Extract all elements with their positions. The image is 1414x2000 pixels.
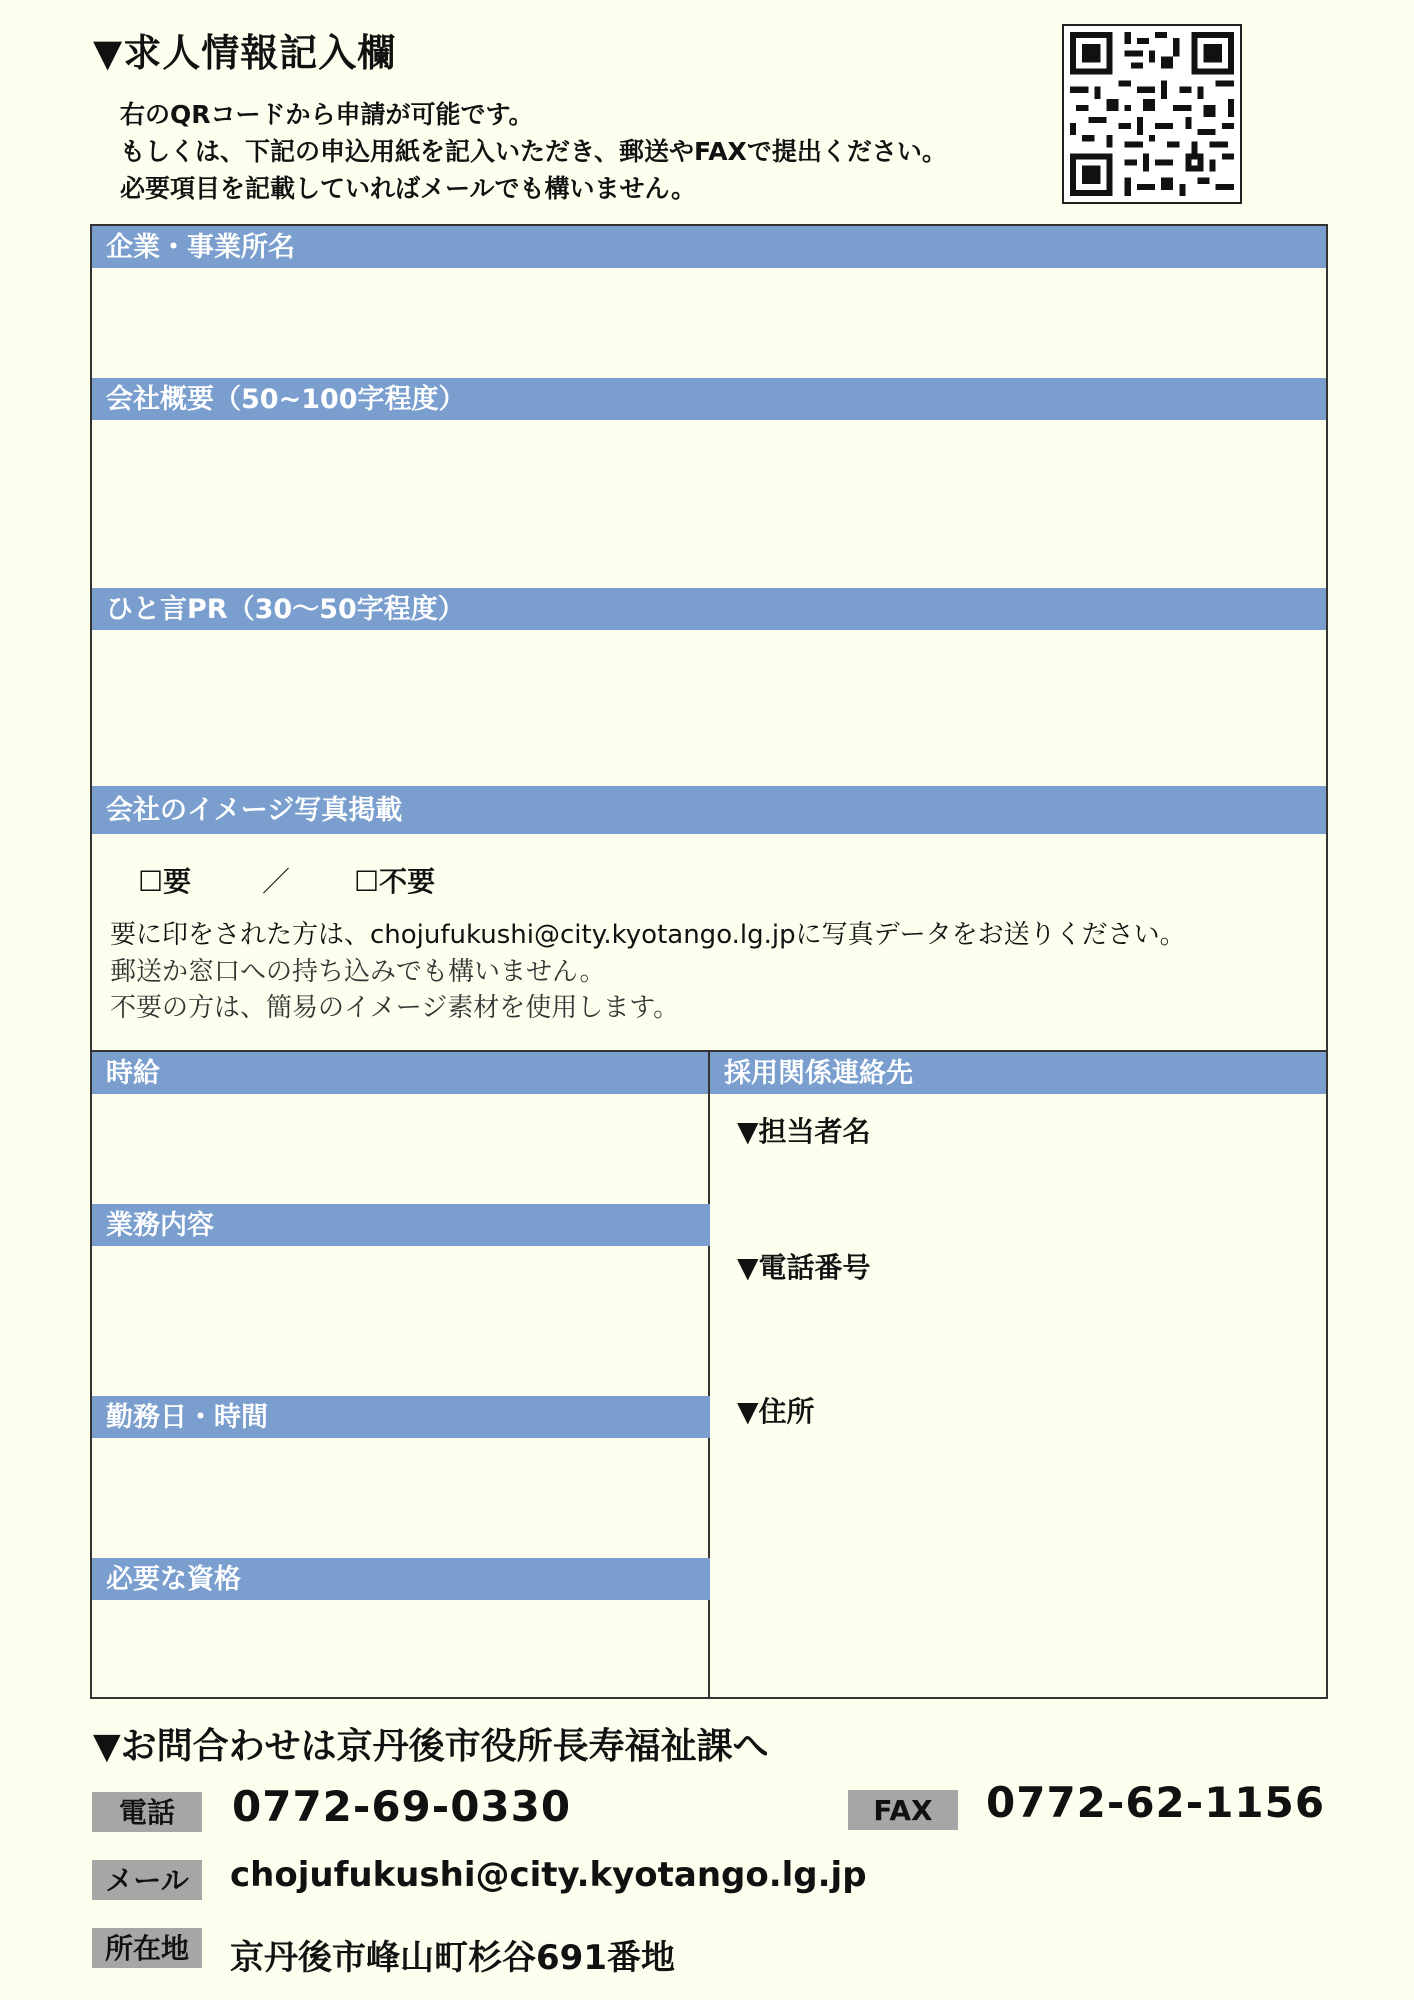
contact-phone-label: ▼電話番号 bbox=[737, 1251, 871, 1284]
inquiry-heading: ▼お問合わせは京丹後市役所長寿福祉課へ bbox=[93, 1726, 769, 1767]
qr-code-icon[interactable] bbox=[1062, 24, 1242, 204]
intro-line-3: 必要項目を記載していればメールでも構いません。 bbox=[120, 174, 697, 203]
section-contact: 採用関係連絡先 bbox=[710, 1052, 1326, 1094]
tel-label: 電話 bbox=[92, 1792, 202, 1832]
photo-note-1: 要に印をされた方は、chojufukushi@city.kyotango.lg.jpに写真データをお送りください。 bbox=[110, 920, 1186, 950]
contact-phone-field[interactable] bbox=[737, 1286, 1307, 1382]
pr-field[interactable] bbox=[92, 630, 1326, 785]
wage-field[interactable] bbox=[92, 1094, 708, 1204]
section-qualifications: 必要な資格 bbox=[92, 1558, 710, 1600]
fax-label: FAX bbox=[848, 1790, 958, 1830]
contact-person-field[interactable] bbox=[737, 1150, 1307, 1240]
section-photo: 会社のイメージ写真掲載 bbox=[92, 786, 1326, 834]
intro-line-2: もしくは、下記の申込用紙を記入いただき、郵送やFAXで提出ください。 bbox=[120, 137, 947, 166]
duties-field[interactable] bbox=[92, 1246, 708, 1396]
column-divider bbox=[708, 1051, 710, 1697]
intro-line-1: 右のQRコードから申請が可能です。 bbox=[120, 100, 534, 129]
schedule-field[interactable] bbox=[92, 1438, 708, 1558]
photo-note-2: 郵送か窓口への持ち込みでも構いません。 bbox=[110, 957, 606, 987]
office-address: 京丹後市峰山町杉谷691番地 bbox=[230, 1938, 675, 1978]
section-duties: 業務内容 bbox=[92, 1204, 710, 1246]
contact-address-label: ▼住所 bbox=[737, 1395, 815, 1428]
section-company-name: 企業・事業所名 bbox=[92, 226, 1326, 268]
mail-address[interactable]: chojufukushi@city.kyotango.lg.jp bbox=[230, 1855, 867, 1895]
section-schedule: 勤務日・時間 bbox=[92, 1396, 710, 1438]
photo-option-yes[interactable]: ☐要 bbox=[138, 865, 192, 898]
mail-label: メール bbox=[92, 1860, 202, 1900]
overview-field[interactable] bbox=[92, 420, 1326, 588]
tel-number[interactable]: 0772-69-0330 bbox=[232, 1782, 572, 1831]
option-separator: ／ bbox=[262, 865, 291, 898]
section-wage: 時給 bbox=[92, 1052, 708, 1094]
contact-address-field[interactable] bbox=[737, 1430, 1307, 1680]
fax-number[interactable]: 0772-62-1156 bbox=[986, 1778, 1326, 1827]
section-overview: 会社概要（50~100字程度） bbox=[92, 378, 1326, 420]
address-label: 所在地 bbox=[92, 1928, 202, 1968]
contact-person-label: ▼担当者名 bbox=[737, 1115, 871, 1148]
section-pr: ひと言PR（30～50字程度） bbox=[92, 588, 1326, 630]
photo-option-no[interactable]: ☐不要 bbox=[354, 865, 436, 898]
photo-note-3: 不要の方は、簡易のイメージ素材を使用します。 bbox=[110, 993, 680, 1023]
qualifications-field[interactable] bbox=[92, 1600, 708, 1696]
company-name-field[interactable] bbox=[92, 268, 1326, 378]
page-title: ▼求人情報記入欄 bbox=[93, 31, 397, 75]
